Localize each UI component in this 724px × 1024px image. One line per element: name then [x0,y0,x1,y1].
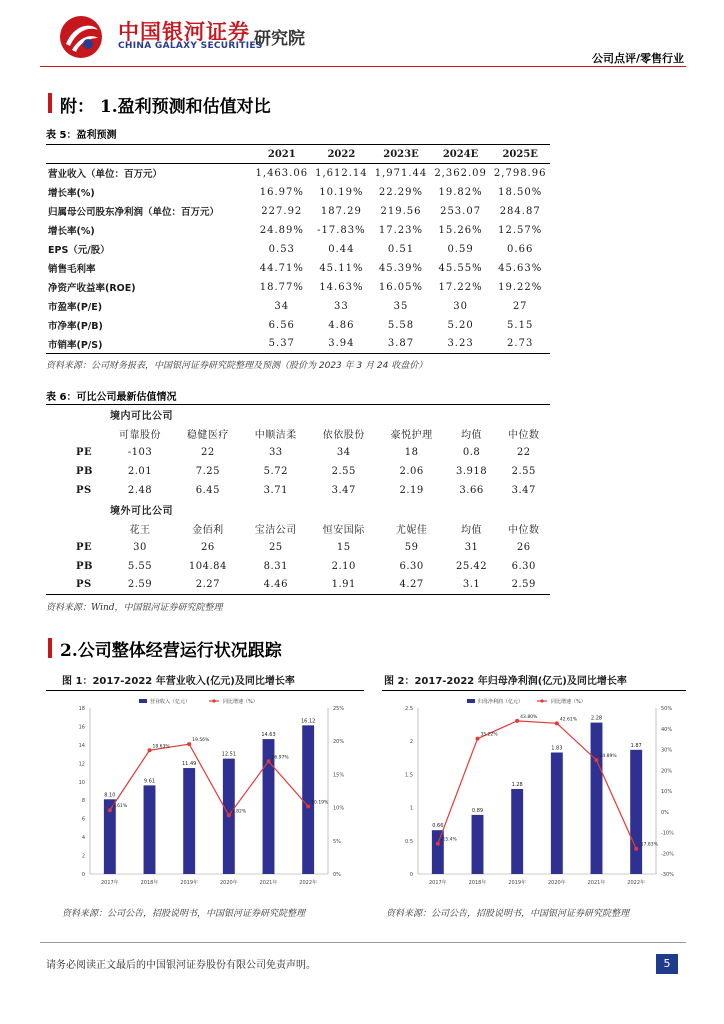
metric-label: PB [76,465,93,477]
y2-tick-label: 30% [661,747,673,754]
column-header: 2025E [490,145,550,164]
group-label: 境内可比公司 [110,410,173,422]
table-cell: 219.56 [380,205,422,217]
line-point [436,842,440,846]
table-cell: 3.94 [312,335,372,354]
line-point [555,721,559,725]
table-cell: 8.31 [263,560,288,572]
brand-name-cn: 中国银河证券 [118,20,250,44]
table-cell: 2.27 [195,579,221,591]
figure-rule [46,690,364,691]
x-tick-label: 2018年 [468,880,487,886]
y-tick-label: 0 [409,872,413,878]
table-cell: 6.45 [195,484,221,496]
table-cell: 45.55% [438,262,483,274]
table-cell: 0.8 [462,446,481,458]
line-point [267,759,271,763]
table-cell: 6.30 [511,560,536,572]
table-cell: 1.91 [331,579,356,591]
bar-data-label: 0.66 [432,823,444,830]
table-cell: 33 [334,300,349,312]
y2-tick-label: -30% [661,872,674,878]
line-point [595,758,599,762]
table-row [46,316,550,335]
line-point [187,742,191,746]
table-source: 资料来源：公司财务报表，中国银河证券研究院整理及预测（股价为 2023 年 3 月 24 收盘价） [46,361,428,371]
y-tick-label: 2.5 [405,706,413,712]
row-label: 增长率(%) [48,188,95,199]
group-row [46,500,550,519]
institute-name: 研究院 [254,29,305,49]
table-cell: 2.01 [127,465,153,477]
company-name: 稳健医疗 [186,429,229,441]
line-point [108,808,112,812]
company-name: 花王 [129,524,151,536]
section-title: 2.公司整体经营运行状况跟踪 [60,641,282,661]
table-cell: 34 [336,446,351,458]
table-cell: 2,362.09 [434,167,487,179]
legend-label: 同比增速（%） [551,699,586,705]
table-cell: 0.51 [387,243,415,255]
disclaimer: 请务必阅读正文最后的中国银河证券股份有限公司免责声明。 [46,960,316,971]
x-tick-label: 2019年 [508,880,527,886]
table-cell: 2.55 [331,465,356,477]
figure-source: 资料来源：公司公告，招股说明书，中国银河证券研究院整理 [62,909,306,919]
table-cell: 104.84 [188,560,227,572]
column-header: 2023E [371,145,431,164]
brand-name-en: CHINA GALAXY SECURITIES [118,41,263,51]
metric-label: PS [76,579,92,591]
column-header: 2024E [431,145,491,164]
table-cell: 30 [133,541,147,553]
table-row [46,557,550,576]
table-row [46,259,550,278]
table-cell: 2.06 [399,465,424,477]
table-caption: 表 6：可比公司最新估值情况 [46,392,177,403]
table-cell: 2.73 [490,335,550,354]
table-cell: 5.37 [252,335,312,354]
metric-label: PS [76,484,92,496]
y2-tick-label: 40% [661,726,673,733]
table-cell: 2,798.96 [493,167,547,179]
table-cell: 19.22% [498,281,543,293]
table-cell: 15 [336,541,351,553]
bar [591,723,603,874]
table-cell: 22 [516,446,531,458]
metric-label: PE [76,541,93,553]
y2-tick-label: 25% [333,706,345,712]
table-cell: 5.20 [447,319,474,331]
section-title: 附： 1.盈利预测和估值对比 [60,97,271,117]
line-data-label: 18.63% [152,744,170,750]
y-tick-label: 1.5 [405,772,413,779]
table-cell: 2.55 [511,465,536,477]
figure-caption: 图 1：2017-2022 年营业收入(亿元)及同比增长率 [62,676,295,687]
table-cell: 16.05% [378,281,424,293]
line-data-label: 9.61% [112,804,128,810]
table-cell: 2.59 [511,579,536,591]
line-data-label: 24.89% [599,754,617,760]
company-name: 尤妮佳 [395,524,428,536]
bar-data-label: 11.49 [182,761,197,768]
line-data-label: 43.80% [520,714,538,720]
x-tick-label: 2022年 [299,880,318,886]
table-cell: 14.63% [319,281,364,293]
bar [144,785,156,874]
table-cell: 12.57% [498,224,543,236]
y2-tick-label: 20% [661,768,673,775]
company-header-row [46,519,550,538]
table-cell: 3.87 [371,335,431,354]
table-row [46,202,550,221]
y2-tick-label: 15% [333,772,345,779]
table-row [46,164,550,183]
table-cell: 1,463.06 [255,167,309,179]
company-name: 均值 [461,524,483,536]
y2-tick-label: 10% [661,789,673,795]
table-cell: 0.44 [328,243,355,255]
table-cell: 18.77% [259,281,304,293]
table-cell: 2.10 [331,560,356,572]
bar-data-label: 9.61 [143,778,156,785]
figure-rule [382,690,686,691]
table-cell: 10.19% [319,186,364,198]
table-source: 资料来源：Wind，中国银河证券研究院整理 [46,603,223,613]
bar [511,789,523,874]
table-row [46,221,550,240]
page-number: 5 [656,954,678,974]
table-cell: 24.89% [259,224,304,236]
net-profit-chart [388,696,688,902]
figure-caption: 图 2：2017-2022 年归母净利润(亿元)及同比增长率 [384,676,627,687]
metric-label: PE [76,446,93,458]
revenue-chart [60,696,360,902]
table-cell: 3.23 [431,335,491,354]
table-cell: 284.87 [499,205,541,217]
bar-data-label: 1.28 [511,782,523,789]
line-point [227,813,231,817]
table-caption: 表 5：盈利预测 [46,130,117,141]
table-cell: 15.26% [438,224,483,236]
bar-data-label: 1.87 [630,742,642,749]
table-cell: 2.48 [127,484,153,496]
table-cell: 59 [404,541,419,553]
table-cell: 4.27 [399,579,424,591]
row-label: 市净率(P/B) [48,321,103,332]
row-label: 归属母公司股东净利润（单位：百万元） [48,207,220,218]
figure-source: 资料来源：公司公告，招股说明书，中国银河证券研究院整理 [386,909,630,919]
row-label: 净资产收益率(ROE) [48,283,136,294]
bar-data-label: 1.83 [551,745,563,752]
legend-line-marker [212,699,215,702]
x-tick-label: 2020年 [547,880,566,886]
table-cell: 3.1 [462,579,481,591]
legend-label: 归母净利润（亿元） [478,699,524,705]
y-tick-label: 10 [78,779,85,786]
y2-tick-label: 20% [333,739,345,746]
growth-line [438,721,636,849]
table-row [46,278,550,297]
table-cell: 25.42 [455,560,488,572]
table-cell: 3.47 [511,484,536,496]
x-tick-label: 2021年 [259,880,278,886]
page-header [0,0,724,70]
table-cell: 0.66 [507,243,534,255]
table-cell: 34 [274,300,290,312]
table-cell: 27 [512,300,528,312]
company-name: 豪悦护理 [390,429,433,441]
line-data-label: 16.97% [271,755,289,761]
section-marker [48,93,52,113]
table-cell: 2.59 [127,579,153,591]
table-cell: 2.19 [399,484,424,496]
y-tick-label: 0.5 [405,838,413,845]
table-header-blank [46,145,252,164]
company-name: 宝洁公司 [254,524,297,536]
metric-label: PB [76,560,93,572]
y2-tick-label: -10% [661,830,674,837]
table-cell: 17.23% [378,224,424,236]
line-point [306,804,310,808]
company-name: 依依股份 [322,429,365,441]
y2-tick-label: 5% [333,838,341,845]
table-row [46,183,550,202]
table-cell: 25 [268,541,283,553]
row-label: 增长率(%) [48,226,95,237]
table-cell: 187.29 [320,205,362,217]
legend-line-marker [540,699,543,702]
table-cell: 45.63% [498,262,543,274]
table-cell: -103 [127,446,153,458]
bar-data-label: 12.51 [221,751,236,758]
line-data-label: 8.82% [231,809,247,815]
bar-data-label: 16.12 [301,718,316,725]
x-tick-label: 2020年 [219,880,238,886]
table-cell: 5.58 [387,319,415,331]
bar-data-label: 8.10 [104,792,116,799]
table-cell: 5.15 [507,319,534,331]
table-row [46,297,550,316]
table-row [46,576,550,595]
table-row [46,240,550,259]
line-data-label: 19.56% [192,738,210,744]
bar [183,768,195,874]
table-cell: -17.83% [317,224,366,236]
column-header: 2022 [312,145,372,164]
legend-label: 同比增速（%） [223,699,258,705]
legend-bar-swatch [467,699,475,703]
header-divider [40,66,686,67]
table-cell: 0.53 [268,243,295,255]
y-tick-label: 2 [409,739,413,746]
line-point [148,748,152,752]
table-cell: 7.25 [195,465,221,477]
table-cell: 253.07 [440,205,482,217]
table-cell: 3.66 [459,484,484,496]
table-cell: 3.47 [331,484,356,496]
company-name: 中顺洁柔 [254,429,297,441]
y-tick-label: 16 [78,724,85,731]
row-label: 销售毛利率 [48,264,96,275]
group-label: 境外可比公司 [110,505,173,517]
table-cell: 26 [516,541,531,553]
bar [630,750,642,874]
table-row [46,538,550,557]
row-label: 市销率(P/S) [46,335,252,354]
bar-data-label: 2.28 [590,715,603,722]
table-cell: 3.71 [263,484,288,496]
table-row [46,335,550,354]
line-point [634,847,638,851]
table-cell: 5.55 [127,560,153,572]
galaxy-logo-icon [58,14,104,60]
company-name: 恒安国际 [322,524,365,536]
company-name: 中位数 [508,524,540,536]
table-cell: 22.29% [378,186,424,198]
x-tick-label: 2018年 [140,880,159,886]
y-tick-label: 14 [78,742,85,749]
row-label: 营业收入（单位：百万元） [48,169,163,181]
y2-tick-label: -20% [661,851,674,858]
group-row [46,405,550,424]
header-blank [46,519,106,538]
table-row [46,443,550,462]
x-tick-label: 2017年 [428,880,447,886]
table-row [46,481,550,500]
comparable-valuation-table [46,404,550,595]
table-cell: 44.71% [259,262,304,274]
table-cell: 1,612.14 [315,167,368,179]
line-data-label: 35.22% [480,732,498,738]
bar-data-label: 0.89 [471,807,484,814]
y2-tick-label: 10% [333,805,345,812]
table-cell: 4.46 [263,579,288,591]
y-tick-label: 4 [81,835,85,842]
company-header-row [46,424,550,443]
line-data-label: -15.4% [440,837,457,843]
y2-tick-label: 50% [661,706,673,712]
table-cell: 227.92 [261,205,303,217]
report-category: 公司点评/零售行业 [591,52,684,65]
line-data-label: 10.19% [311,800,329,806]
bar-data-label: 14.63 [261,732,276,739]
table-cell: 17.22% [438,281,483,293]
table-cell: 6.56 [268,319,295,331]
table-cell: 22 [201,446,215,458]
table-cell: 3.918 [455,465,488,477]
table-cell: 18 [404,446,419,458]
y-tick-label: 18 [78,706,85,712]
y-tick-label: 12 [78,761,85,768]
table-cell: 30 [453,300,468,312]
x-tick-label: 2017年 [100,880,119,886]
table-cell: 33 [268,446,283,458]
table-cell: 45.11% [319,262,364,274]
table-cell: 5.72 [263,465,288,477]
row-label: EPS（元/股） [48,245,110,256]
bar [551,752,563,874]
header-blank [46,424,106,443]
table-cell: 26 [201,541,215,553]
y-tick-label: 8 [81,798,85,805]
table-cell: 1,971.44 [374,167,428,179]
line-point [476,737,480,741]
table-cell: 31 [464,541,479,553]
y-tick-label: 6 [81,816,85,823]
company-name: 均值 [461,429,483,441]
table-cell: 35 [393,300,409,312]
earnings-forecast-table [46,144,550,354]
y2-tick-label: 0% [661,809,669,816]
column-header: 2021 [252,145,312,164]
line-data-label: 42.61% [559,717,578,723]
table-cell: 16.97% [259,186,304,198]
table-cell: 18.50% [498,186,543,198]
company-name: 中位数 [508,429,540,441]
line-data-label: -17.83% [639,842,658,848]
table-cell: 19.82% [438,186,483,198]
section-marker [48,638,52,658]
company-name: 可靠股份 [118,429,161,441]
y-tick-label: 1 [409,805,413,812]
x-tick-label: 2019年 [180,880,199,886]
table-cell: 4.86 [328,319,355,331]
footer-divider [40,942,686,943]
row-label: 市盈率(P/E) [48,302,103,313]
y-tick-label: 0 [81,872,85,878]
table-cell: 0.59 [447,243,474,255]
line-point [515,719,519,723]
table-cell: 45.39% [378,262,424,274]
y-tick-label: 2 [81,853,85,860]
x-tick-label: 2021年 [587,880,606,886]
table-row [46,462,550,481]
table-cell: 6.30 [399,560,424,572]
x-tick-label: 2022年 [627,880,646,886]
bar [472,815,484,874]
y2-tick-label: 0% [333,872,341,878]
company-name: 金佰利 [192,524,224,536]
legend-label: 营业收入（亿元） [150,699,191,705]
legend-bar-swatch [139,699,147,703]
